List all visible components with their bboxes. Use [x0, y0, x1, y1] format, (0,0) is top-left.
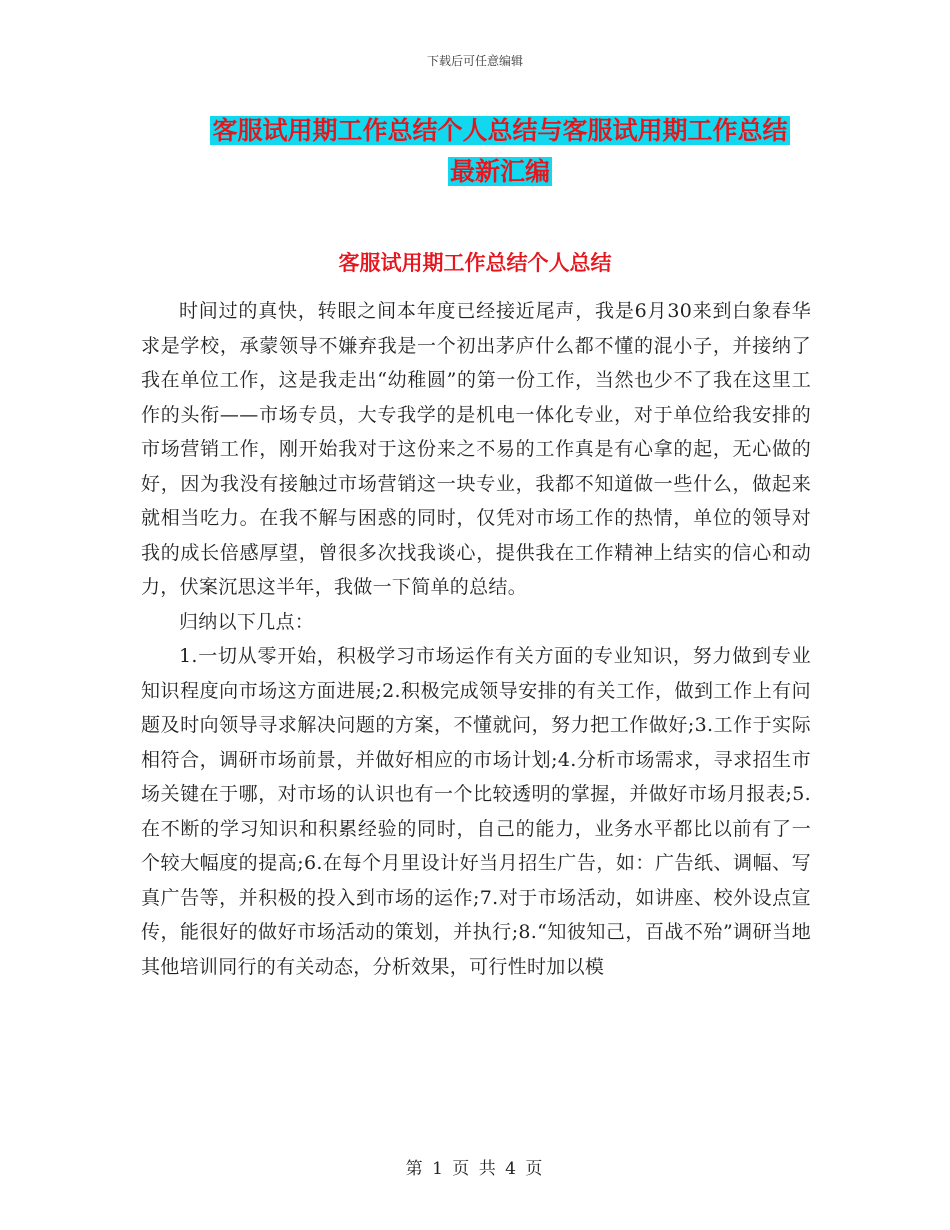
header-note: 下载后可任意编辑	[426, 54, 523, 68]
page-footer: 第 1 页 共 4 页	[405, 1159, 545, 1179]
body-text	[141, 294, 811, 984]
paragraph-points: 1.一切从零开始，积极学习市场运作有关方面的专业知识，努力做到专业知识程度向市场这方面进展;2.积极完成领导安排的有关工作，做到工作上有问题及时向领导寻求解决问题的方案，不懂就问，努力把工作做好;3.工作于实际相符合，调研市场前景，并做好相应的市场计划;4.分析市场需求，寻求招生市场关键在于哪，对市场的认识也有一个比较透明的掌握，并做好市场月报表;5.在不断的学习知识和积累经验的同时，自己的能力，业务水平都比以前有了一个较大幅度的提高;6.在每个月里设计好当月招生广告，如：广告纸、调幅、写真广告等，并积极的投入到市场的运作;7.对于市场活动，如讲座、校外设点宣传，能很好的做好市场活动的策划，并执行;8.“知彼知己，百战不殆”调研当地其他培训同行的有关动态，分析效果，可行性时加以模	[141, 645, 811, 978]
section-title: 客服试用期工作总结个人总结	[338, 251, 612, 275]
paragraph-intro: 时间过的真快，转眼之间本年度已经接近尾声，我是6月30来到白象春华求是学校，承蒙领导不嫌弃我是一个初出茅庐什么都不懂的混小子，并接纳了我在单位工作，这是我走出“幼稚圆”的第一份工作，当然也少不了我在这里工作的头衔——市场专员，大专我学的是机电一体化专业，对于单位给我安排的市场营销工作，刚开始我对于这份来之不易的工作真是有心拿的起，无心做的好，因为我没有接触过市场营销这一块专业，我都不知道做一些什么，做起来就相当吃力。在我不解与困惑的同时，仅凭对市场工作的热情，单位的领导对我的成长倍感厚望，曾很多次找我谈心，提供我在工作精神上结实的信心和动力，伏案沉思这半年，我做一下简单的总结。	[141, 300, 811, 598]
title-line-2: 最新汇编	[449, 157, 550, 186]
title-line-1: 客服试用期工作总结个人总结与客服试用期工作总结	[212, 116, 788, 145]
document-title	[190, 110, 810, 192]
paragraph-summary-lead: 归纳以下几点：	[179, 610, 315, 633]
